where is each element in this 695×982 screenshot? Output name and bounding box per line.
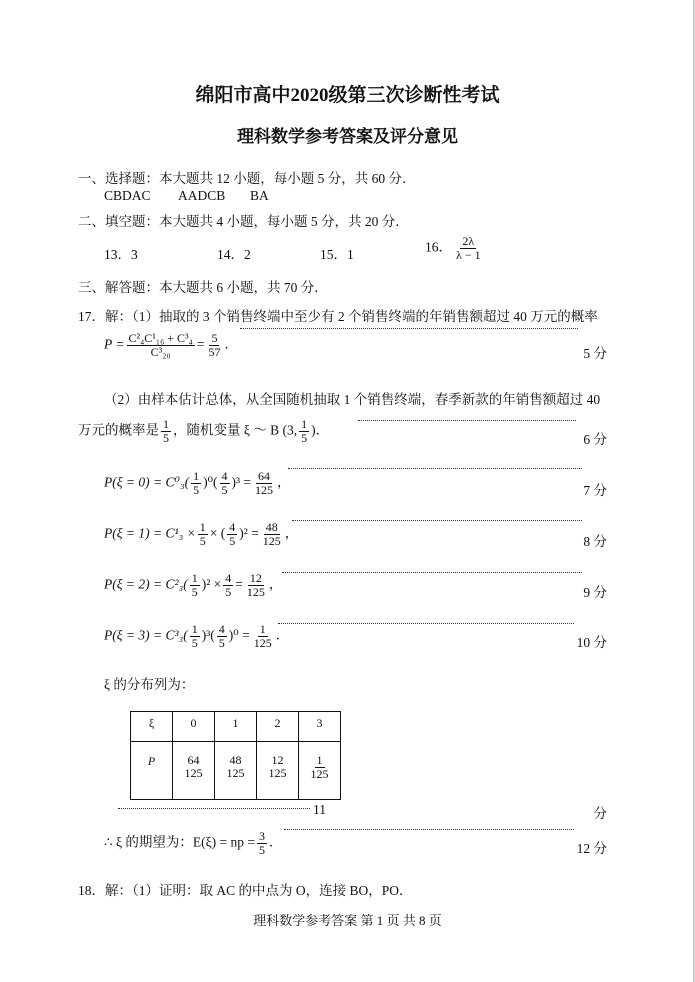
table-header-3: 3 — [299, 712, 341, 742]
section-2-heading: 二、填空题：本大题共 4 小题，每小题 5 分，共 20 分． — [78, 214, 409, 229]
mc-answers-3: BA — [250, 188, 269, 203]
section-3-heading: 三、解答题：本大题共 6 小题，共 70 分． — [78, 280, 328, 295]
formula-p3: P(ξ = 3) = C³₃( $\frac{1}{5}$ )³( $\frac{4}{5}$ )⁰ = $\frac{1}{125}$ ． — [104, 622, 290, 650]
answer-13: 13．3 — [104, 247, 138, 262]
formula-p2: P(ξ = 2) = C²₃( $\frac{1}{5}$ )² × $\frac{4}{5}$ = $\frac{12}{125}$ ， — [104, 571, 283, 599]
table-cell: $\frac{1}{125}$ — [299, 742, 341, 800]
table-cell: 48 125 — [215, 742, 257, 800]
q17-line-2: （2）由样本估计总体，从全国随机抽取 1 个销售终端，春季新款的年销售额超过 40 — [104, 392, 601, 407]
table-cell: 12 125 — [257, 742, 299, 800]
distribution-label: ξ 的分布列为： — [104, 677, 195, 692]
page-subtitle: 理科数学参考答案及评分意见 — [237, 127, 458, 146]
answer-15: 15．1 — [320, 247, 354, 262]
score-11-unit: 分 — [593, 806, 607, 821]
table-header-0: 0 — [173, 712, 215, 742]
table-header-xi: ξ — [131, 712, 173, 742]
formula-p1: P(ξ = 1) = C¹₃ × $\frac{1}{5}$ × ( $\frac{4}{5}$ )² = $\frac{48}{125}$ ， — [104, 520, 299, 548]
q17-p-formula: P = $\frac{\text{C²₄C¹₁₆ + C³₄}}{\text{C³₂₀}}$ = $\frac{5}{57}$ ． — [104, 331, 238, 359]
q17-line-3: 万元的概率是 $\frac{1}{5}$ ，随机变量 ξ ～ B (3, $\frac{1}{5}$ )． — [78, 417, 330, 445]
table-header-2: 2 — [257, 712, 299, 742]
score-8: 8 分 — [583, 534, 607, 549]
table-row-label: P — [131, 742, 173, 800]
score-7: 7 分 — [583, 483, 607, 498]
q18-line-1: 18．解：（1）证明：取 AC 的中点为 O，连接 BO，PO． — [78, 883, 413, 898]
score-5: 5 分 — [583, 346, 607, 361]
score-11-number: 11 — [313, 802, 326, 817]
score-12: 12 分 — [576, 841, 607, 856]
formula-p0: P(ξ = 0) = C⁰₃( $\frac{1}{5}$ )⁰( $\frac{4}{5}$ )³ = $\frac{64}{125}$ ， — [104, 469, 291, 497]
answer-14: 14．2 — [217, 247, 251, 262]
distribution-table — [130, 711, 341, 800]
mc-answers-1: CBDAC — [104, 188, 151, 203]
section-1-heading: 一、选择题：本大题共 12 小题，每小题 5 分，共 60 分． — [78, 171, 416, 186]
score-10: 10 分 — [576, 635, 607, 650]
page-title: 绵阳市高中2020级第三次诊断性考试 — [195, 85, 500, 106]
page-footer: 理科数学参考答案 第 1 页 共 8 页 — [253, 913, 442, 928]
expectation-formula: ∴ ξ 的期望为：E(ξ) = np = $\frac{3}{5}$ ． — [104, 829, 283, 857]
score-9: 9 分 — [583, 585, 607, 600]
score-6: 6 分 — [583, 432, 607, 447]
q17-line-1: 17．解：（1）抽取的 3 个销售终端中至少有 2 个销售终端的年销售额超过 40 万元的概率 — [78, 309, 598, 324]
mc-answers-2: AADCB — [178, 188, 226, 203]
table-header-1: 1 — [215, 712, 257, 742]
table-cell: 64 125 — [173, 742, 215, 800]
answer-16: 16． $\frac{2\lambda}{\lambda - 1}$ — [425, 234, 481, 262]
